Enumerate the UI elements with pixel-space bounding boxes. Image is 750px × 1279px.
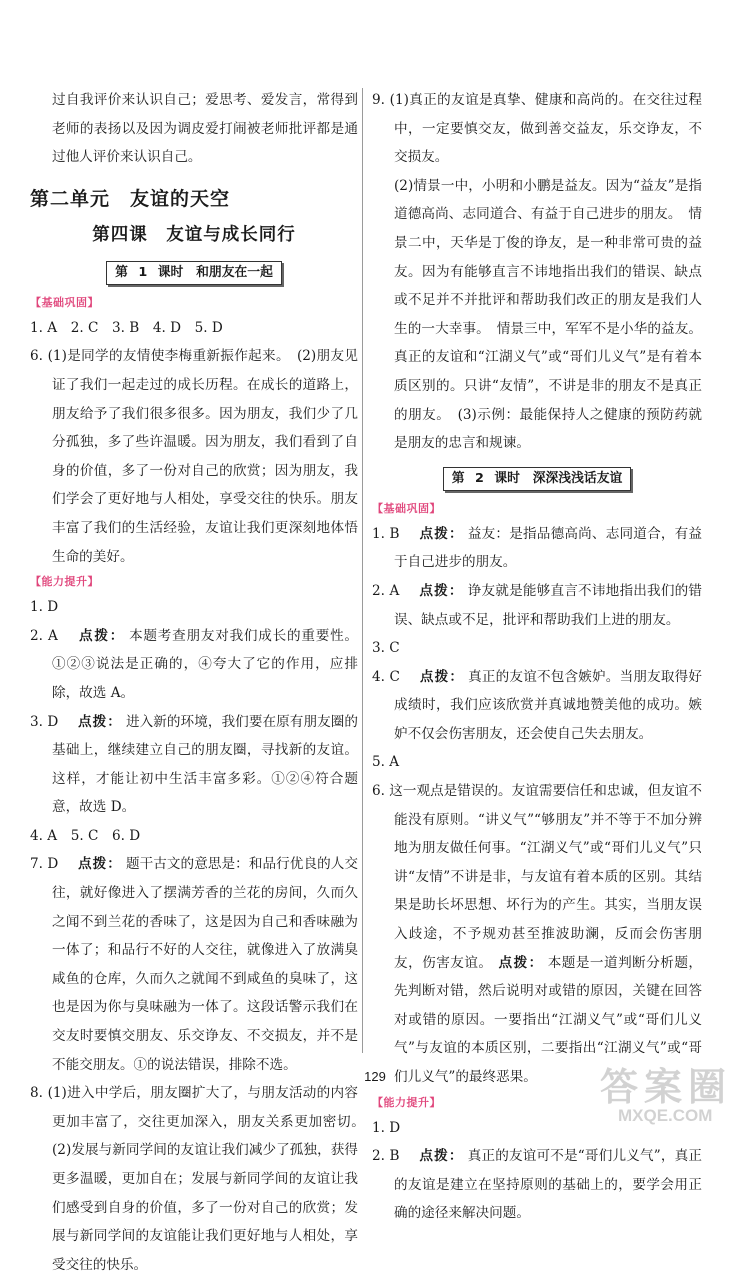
ability-section-tag-2: 【能力提升】 [372,1095,441,1109]
watermark-logo [600,1052,748,1134]
p2-answer-5: 5. A [372,754,400,771]
lesson-title: 第四课 友谊与成长同行 [92,224,296,245]
answer-label: 1. B [372,525,414,542]
p2-ability-answer-2 [372,1142,702,1228]
period-2-title: 第 2 课时 深深浅浅话友谊 [443,467,632,491]
answer-label: 2. A [30,627,73,644]
hint-keyword: 点拨： [77,856,122,873]
answer-1-5: 1. A 2. C 3. B 4. D 5. D [30,319,223,336]
watermark-url: MXQE.COM [618,1106,713,1125]
p2-answer-1 [372,520,702,577]
column-divider [362,88,363,1053]
ability-answer-3 [30,708,358,822]
hint-text: 真正的友谊可不是“哥们儿义气”，真正的友谊是建立在坚持原则的基础上的，要学会用正确的途径来解决问题。 [394,1148,702,1222]
answer-label: 2. A [372,582,414,599]
ability-answer-8: 8. (1)进入中学后，朋友圈扩大了，与朋友活动的内容更加丰富了，交往更加深入，朋友关系更加密切。 (2)发展与新同学间的友谊让我们减少了孤独，获得更多温暖，更加自在；发展与新同学间的友谊让我们感受到自身的价值，多了一份对自己的欣赏；发展与新同学间的友谊能让我们更好地与人相处，享受交往的快乐。 [30,1085,372,1273]
answer-6: 6. (1)是同学的友情使李梅重新振作起来。 (2)朋友见证了我们一起走过的成长历程。在成长的道路上，朋友给予了我们很多很多。因为朋友，我们少了几分孤独，多了些许温暖。因为朋友，我们看到了自身的价值，多了一份对自己的欣赏；因为朋友，我们学会了更好地与人相处，享受交往的快乐。朋友丰富了我们的生活经验，友谊让我们更深刻地体悟生命的美好。 [30,348,358,565]
period-1-title: 第 1 课时 和朋友在一起 [106,261,282,285]
hint-keyword: 点拨： [419,668,465,685]
hint-text: 诤友就是能够直言不讳地指出我们的错误、缺点或不足，批评和帮助我们上进的朋友。 [394,582,703,628]
basic-section-tag: 【基础巩固】 [30,295,99,309]
answer-label: 7. D [30,856,72,873]
hint-keyword: 点拨： [419,1148,464,1165]
answer-label: 4. C [372,668,414,685]
ability-answer-7 [30,850,358,1079]
answer-9-part1: 9. (1)真正的友谊是真挚、健康和高尚的。在交往过程中，一定要慎交友，做到善交益友，乐交诤友，不交损友。 [372,92,702,166]
hint-keyword: 点拨： [498,954,544,971]
watermark-text: 答案圈 [600,1065,733,1109]
answer-label: 2. B [372,1148,414,1165]
hint-text: 题干古文的意思是：和品行优良的人交往，就好像进入了摆满芳香的兰花的房间，久而久之闻不到兰花的香味了，这是因为自己和香味融为一体了；和品行不好的人交往，就像进入了放满臭咸鱼的仓库，久而久之就闻不到咸鱼的臭味了，这也是因为你与臭味融为一体了。这段话警示我们在交友时要慎交朋友、乐交诤友、不交损友，并不是不能交朋友。①的说法错误，排除不选。 [52,856,358,1073]
unit-title: 第二单元 友谊的天空 [30,187,231,210]
answer-label: 3. D [30,713,72,730]
ability-answer-4-6: 4. A 5. C 6. D [30,827,141,844]
hint-text: 本题是一道判断分析题，先判断对错，然后说明对或错的原因，关键在回答对或错的原因。一要指出“江湖义气”或“哥们儿义气”与友谊的本质区别，二要指出“江湖义气”或“哥们儿义气”的最终恶果。 [394,954,703,1085]
ability-answer-2 [30,622,358,708]
p2-ability-answer-1: 1. D [372,1119,401,1136]
hint-keyword: 点拨： [419,525,464,542]
p2-answer-6 [372,777,702,1092]
answer-text: 6. 这一观点是错误的。友谊需要信任和忠诚，但友谊不能没有原则。“讲义气”“够朋友”并不等于不加分辨地为朋友做任何事。“江湖义气”或“哥们儿义气”只讲“友情”不讲是非，与友谊有着本质的区别。其结果是助长坏思想、坏行为的产生。其实，当朋友误入歧途，不予规劝甚至推波助澜，反而会伤害朋友，伤害友谊。 [372,783,702,971]
p2-answer-3: 3. C [372,640,400,657]
ability-section-tag: 【能力提升】 [30,575,99,589]
hint-keyword: 点拨： [419,582,464,599]
intro-text: 过自我评价来认识自己；爱思考、爱发言，常得到老师的表扬以及因为调皮爱打闹被老师批评都是通过他人评价来认识自己。 [52,92,358,166]
hint-text: 真正的友谊不包含嫉妒。当朋友取得好成绩时，我们应该欣赏并真诚地赞美他的成功。嫉妒不仅会伤害朋友，还会使自己失去朋友。 [394,668,703,742]
left-column [30,86,372,1279]
page-number: 129 [364,1069,386,1084]
ability-answer-1: 1. D [30,599,59,616]
hint-keyword: 点拨： [79,627,126,644]
p2-answer-4 [372,663,702,749]
hint-keyword: 点拨： [77,713,122,730]
p2-answer-2 [372,577,702,634]
hint-text: 进入新的环境，我们要在原有朋友圈的基础上，继续建立自己的朋友圈，寻找新的友谊。这样，才能让初中生活丰富多彩。①②④符合题意，故选 D。 [52,713,358,816]
hint-text: 本题考查朋友对我们成长的重要性。①②③说法是正确的，④夸大了它的作用，应排除，故选 A。 [52,627,359,701]
basic-section-tag-2: 【基础巩固】 [372,501,441,515]
answer-9-part2: (2)情景一中，小明和小鹏是益友。因为“益友”是指道德高尚、志同道合、有益于自己进步的朋友。 情景二中，天华是丁俊的诤友，是一种非常可贵的益友。因为有能够直言不讳地指出我们的错误、缺点或不足并不并批评和帮助我们改正的朋友是我们人生的一大幸事。 情景三中，军军不是小华的益友。真正的友谊和“江湖义气”或“哥们儿义气”是有着本质区别的。只讲“友情”，不讲是非的朋友不是真正的朋友。 (3)示例：最能保持人之健康的预防药就是朋友的忠言和规谏。 [394,177,702,452]
hint-text: 益友：是指品德高尚、志同道合，有益于自己进步的朋友。 [394,525,703,571]
